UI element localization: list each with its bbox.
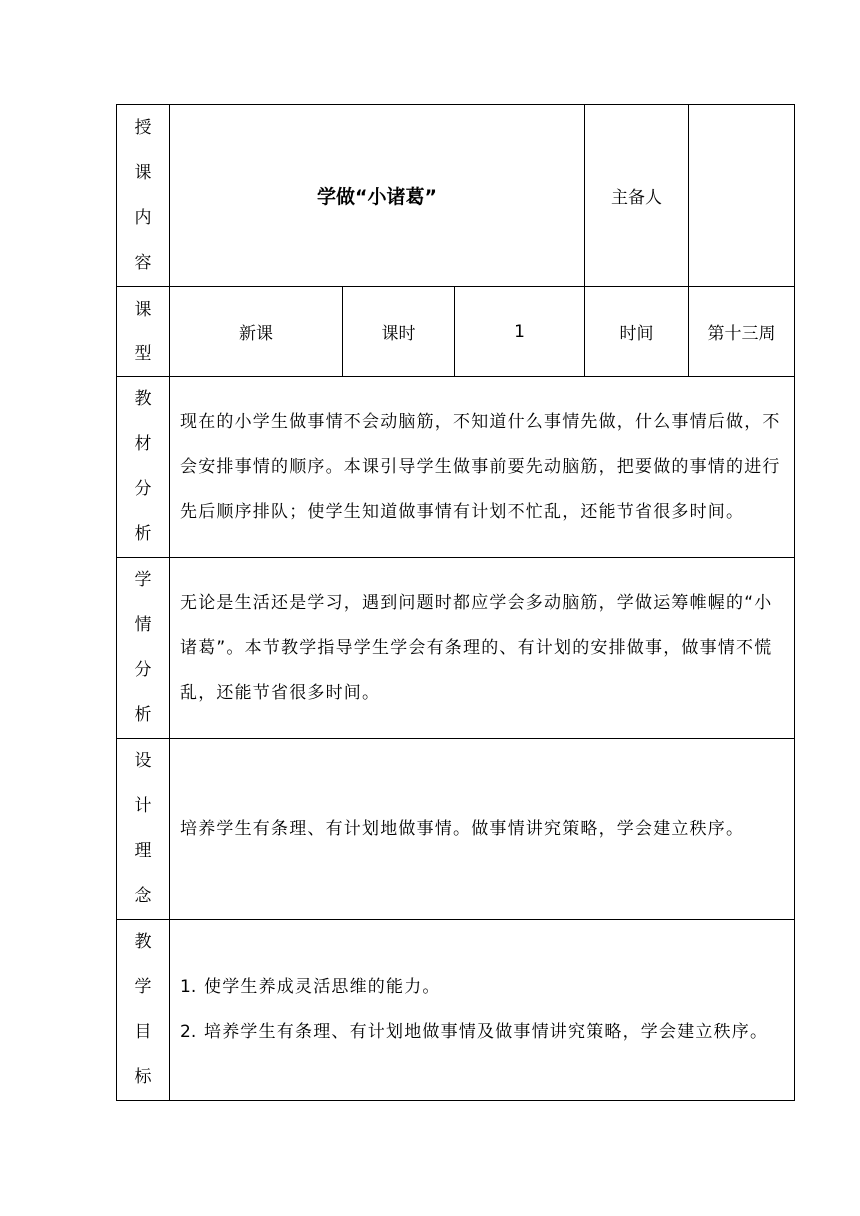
student-analysis-text: 无论是生活还是学习，遇到问题时都应学会多动脑筋，学做运筹帷幄的“小诸葛”。本节教学指导学生学会有条理的、有计划的安排做事，做事情不慌乱，还能节省很多时间。 <box>170 558 795 739</box>
row-teaching-goals <box>117 920 795 1101</box>
row-material-analysis <box>117 377 795 558</box>
time-label: 时间 <box>585 287 689 377</box>
list-item <box>174 1010 786 1055</box>
label-lesson-content: 授 课 内 容 <box>117 105 170 287</box>
label-material-analysis: 教 材 分 析 <box>117 377 170 558</box>
lesson-plan-table <box>116 104 795 1101</box>
row-student-analysis <box>117 558 795 739</box>
preparer-label: 主备人 <box>585 105 689 287</box>
teaching-goals-list <box>174 965 786 1055</box>
label-design-concept: 设 计 理 念 <box>117 739 170 920</box>
lesson-title: 学做“小诸葛” <box>170 105 585 287</box>
row-lesson-type <box>117 287 795 377</box>
preparer-value <box>689 105 795 287</box>
list-number: 2. <box>180 1022 197 1042</box>
class-hours-label: 课时 <box>343 287 455 377</box>
time-value: 第十三周 <box>689 287 795 377</box>
list-item <box>174 965 786 1010</box>
teaching-goals-cell <box>170 920 795 1101</box>
label-teaching-goals: 教 学 目 标 <box>117 920 170 1101</box>
label-student-analysis: 学 情 分 析 <box>117 558 170 739</box>
class-hours-value: 1 <box>455 287 585 377</box>
row-lesson-content <box>117 105 795 287</box>
list-number: 1. <box>180 977 197 997</box>
list-text: 培养学生有条理、有计划地做事情及做事情讲究策略，学会建立秩序。 <box>204 1022 769 1042</box>
label-lesson-type: 课 型 <box>117 287 170 377</box>
lesson-type-value: 新课 <box>170 287 343 377</box>
list-text: 使学生养成灵活思维的能力。 <box>204 977 441 997</box>
row-design-concept <box>117 739 795 920</box>
material-analysis-text: 现在的小学生做事情不会动脑筋，不知道什么事情先做，什么事情后做，不会安排事情的顺序。本课引导学生做事前要先动脑筋，把要做的事情的进行先后顺序排队；使学生知道做事情有计划不忙乱，还能节省很多时间。 <box>170 377 795 558</box>
design-concept-text: 培养学生有条理、有计划地做事情。做事情讲究策略，学会建立秩序。 <box>170 739 795 920</box>
